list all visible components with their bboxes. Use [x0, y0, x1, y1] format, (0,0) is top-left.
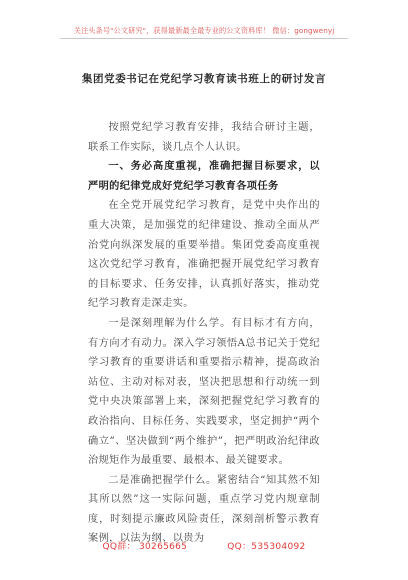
- body-paragraph: 二是准确把握学什么。紧密结合“知其然不知其所以然”这一实际问题，重点学习党内规章制度，时刻提示廉政风险责任，深刻剖析警示教育案例，以法为纲、以贵为: [88, 474, 320, 545]
- intro-paragraph: 按照党纪学习教育安排，我结合研讨主题，联系工作实际，谈几点个人认识。: [88, 122, 320, 153]
- document-title: 集团党委书记在党纪学习教育读书班上的研讨发言: [81, 73, 327, 85]
- document-body: [88, 118, 320, 549]
- section-heading: 一、务必高度重视，准确把握目标要求，以严明的纪律党成好党纪学习教育各项任务: [88, 160, 320, 192]
- qq-group-text: QQ群： 30265665: [102, 542, 188, 552]
- header-divider: [60, 38, 348, 39]
- body-paragraph: 一是深刻理解为什么学。有目标才有方向，有方向才有动力。深入学习领悟A总书记关于党纪学习教育的重要讲话和重要指示精神，提高政治站位、主动对标对表，坚决把思想和行动统一到党中央决策部署上来，深刻把握党纪学习教育的政治指向、目标任务、实践要求，坚定拥护“两个确立”、坚决做到“两个维护”，把严明政治纪律政治规矩作为最重要、最根本、最关键要求。: [88, 317, 320, 467]
- top-banner: 关注头条号"公文研究"，获得最新最全最专业的公文资料库！ 微信：gongwenyj: [73, 26, 335, 35]
- qq-number-text: QQ：535304092: [227, 542, 306, 552]
- footer-contact: [0, 539, 408, 552]
- body-paragraph: 在全党开展党纪学习教育，是党中央作出的重大决策，是加强党的纪律建设、推动全面从严治党向纵深发展的重要举措。集团党委高度重视这次党纪学习教育，准确把握开展党纪学习教育的目标要求、任务安排，认真抓好落实，推动党纪学习教育走深走实。: [88, 200, 320, 310]
